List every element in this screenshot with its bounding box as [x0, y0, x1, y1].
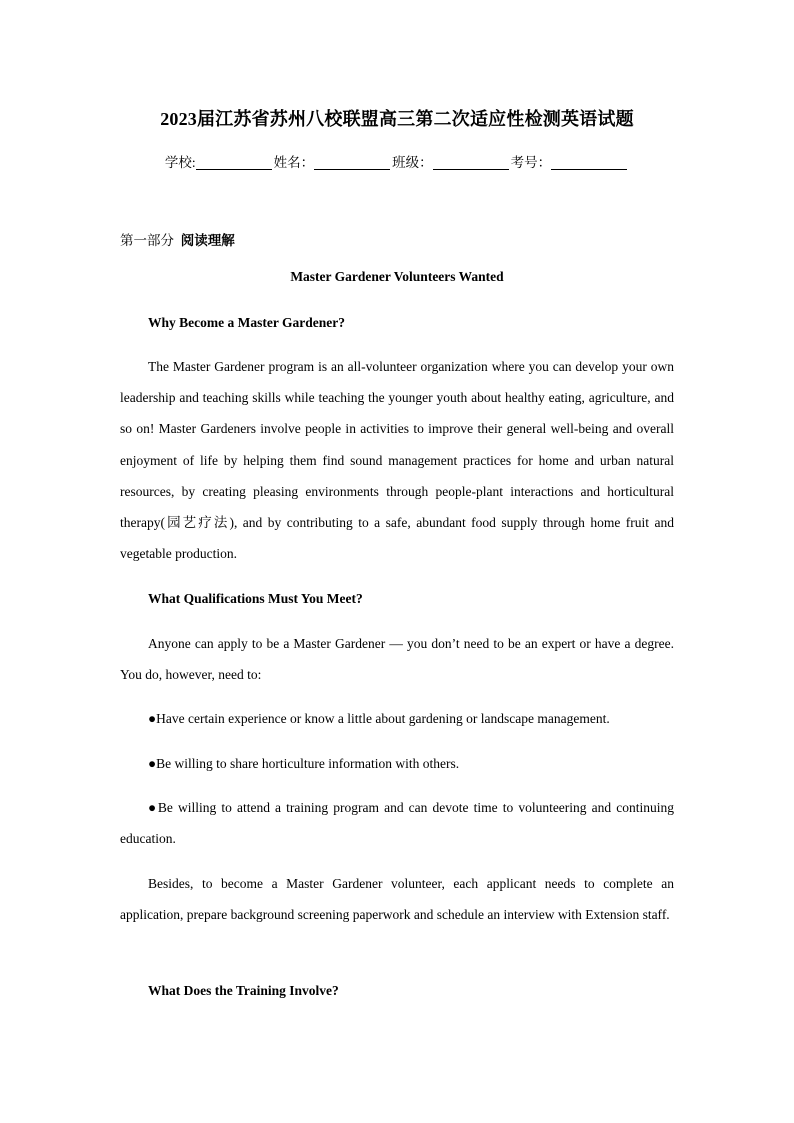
- exam-title: 2023届江苏省苏州八校联盟高三第二次适应性检测英语试题: [160, 109, 634, 129]
- section-header: [120, 229, 235, 249]
- school-label: 学校:: [164, 155, 196, 170]
- school-blank[interactable]: [196, 155, 272, 170]
- bullet-1: ●Have certain experience or know a little about gardening or landscape management.: [148, 711, 610, 726]
- name-label: 姓名：: [273, 155, 315, 170]
- heading-why: Why Become a Master Gardener?: [148, 315, 345, 330]
- bullet-3: ●Be willing to attend a training program and can devote time to volunteering and continuing education.: [120, 800, 674, 847]
- class-blank[interactable]: [433, 155, 509, 170]
- heading-training: What Does the Training Involve?: [148, 983, 339, 998]
- paragraph-3: Besides, to become a Master Gardener volunteer, each applicant needs to complete an application, prepare background screening paperwork and schedule an interview with Extension staff.: [120, 876, 674, 923]
- exam-number-blank[interactable]: [551, 155, 627, 170]
- name-blank[interactable]: [314, 155, 390, 170]
- bullet-2: ●Be willing to share horticulture information with others.: [148, 756, 460, 771]
- class-label: 班级：: [392, 155, 433, 170]
- paragraph-2: Anyone can apply to be a Master Gardener — you don’t need to be an expert or have a degree. You do, however, need to:: [120, 636, 674, 683]
- heading-qualifications: What Qualifications Must You Meet?: [148, 591, 363, 606]
- paragraph-1: The Master Gardener program is an all-volunteer organization where you can develop your own leadership and teaching skills while teaching the younger youth about healthy eating, agriculture, and so on! Master Gardeners involve people in activities to improve their general well-being and overall enjoyment of life by helping them find sound management practices for home and urban natural resources, by creating pleasing environments through people-plant interactions and horticultural therapy(园艺疗法), and by contributing to a safe, abundant food supply through home fruit and vegetable production.: [120, 359, 674, 562]
- passage-title: Master Gardener Volunteers Wanted: [290, 269, 504, 284]
- exam-number-label: 考号：: [510, 155, 552, 170]
- section-part: 第一部分: [120, 233, 174, 248]
- section-name: 阅读理解: [180, 233, 235, 248]
- student-info-line: [0, 151, 794, 171]
